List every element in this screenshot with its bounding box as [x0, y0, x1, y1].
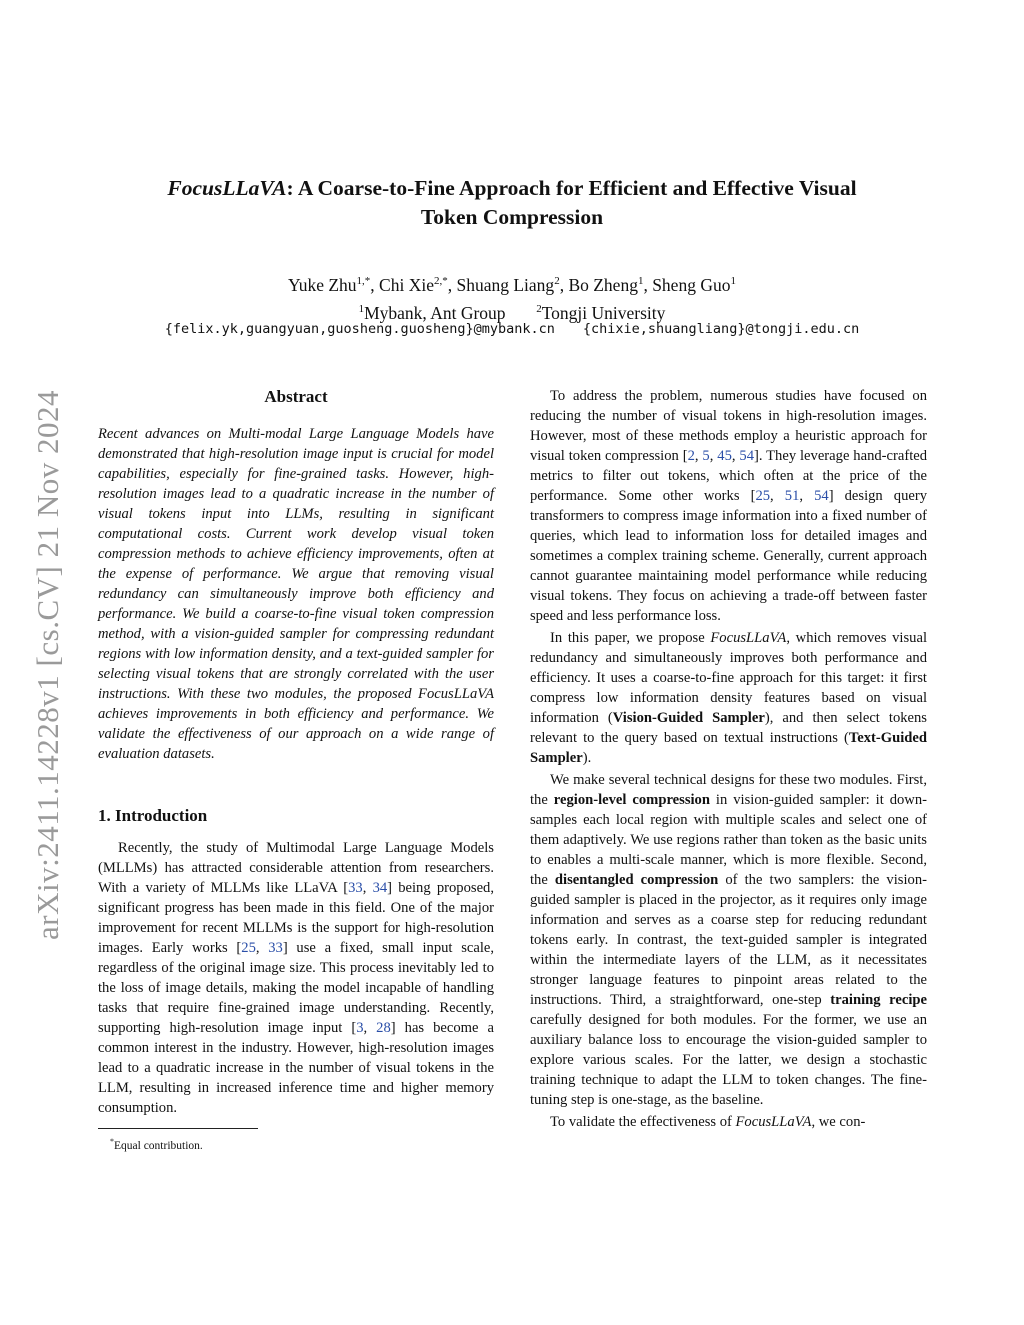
- author-name: Sheng Guo: [652, 274, 731, 295]
- citation-link[interactable]: 54: [739, 448, 754, 464]
- citation-link[interactable]: 3: [356, 1020, 364, 1036]
- footnote-mark: *: [110, 1137, 114, 1146]
- right-paragraph-1: To address the problem, numerous studies have focused on reducing the number of visual tokens in high-resolution images. However, most of these methods employ a heuristic approach for visual token compression [2, 5, 45, 54]. They leverage hand-crafted metrics to filter out tokens, which often at the price of the performance. Some other works [25, 51, 54] design query transformers to compress image information into a fixed number of queries, which lead to information loss for detailed images and sometimes a complex training scheme. Generally, current approach cannot guarantee maintaining model performance while reducing visual tokens. They focus on achieving a trade-off between faster speed and less performance loss.: [530, 388, 928, 624]
- title-line2: Token Compression: [420, 205, 604, 229]
- citation-link[interactable]: 54: [814, 488, 829, 504]
- affiliation-1: Mybank, Ant Group: [364, 302, 506, 323]
- citation-link[interactable]: 33: [348, 880, 363, 896]
- author-affiliation-mark: 2,*: [433, 275, 448, 287]
- section-heading-introduction: 1. Introduction: [98, 806, 208, 825]
- title-model-name: FocusLLaVA: [167, 176, 287, 200]
- affiliation-2: Tongji University: [541, 302, 666, 323]
- citation-link[interactable]: 51: [784, 488, 800, 504]
- right-column: [530, 386, 927, 1132]
- author-name: Chi Xie: [379, 274, 434, 295]
- email-tongji: {chixie,shuangliang}@tongji.edu.cn: [582, 321, 860, 337]
- paper-title: [100, 174, 924, 232]
- author-affiliation-mark: 1,*: [356, 275, 371, 287]
- citation-link[interactable]: 28: [376, 1020, 391, 1036]
- email-line: [100, 321, 924, 337]
- arxiv-identifier-stamp: arXiv:2411.14228v1 [cs.CV] 21 Nov 2024: [30, 390, 65, 940]
- affiliation-mark: 1: [358, 302, 365, 315]
- author-name: Shuang Liang: [456, 274, 555, 295]
- author-affiliation-mark: 1: [637, 275, 644, 287]
- footnote-rule: [98, 1128, 258, 1129]
- author-name: Yuke Zhu: [288, 274, 357, 295]
- abstract-text: Recent advances on Multi-modal Large Language Models have demonstrated that high-resolution image input is crucial for model capabilities, especially for fine-grained tasks. However, high-resolution images lead to a quadratic increase in the number of visual tokens input into LLMs, resulting in significant computational costs. Current work develop visual token compression methods to achieve efficiency improvements, often at the expense of performance. We argue that removing visual redundancy can simultaneously improve both efficiency and performance. We build a coarse-to-fine visual token compression method, with a vision-guided sampler for compressing redundant regions with low information density, and a text-guided sampler for selecting visual tokens that are strongly correlated with the user instructions. With these two modules, the proposed FocusLLaVA achieves improvements in both efficiency and performance. We validate the effectiveness of our approach on a wide range of evaluation datasets.: [98, 426, 494, 762]
- left-column: [98, 386, 494, 1153]
- author-name: Bo Zheng: [568, 274, 638, 295]
- citation-link[interactable]: 45: [717, 448, 732, 464]
- right-paragraph-2: In this paper, we propose FocusLLaVA, which removes visual redundancy and simultaneously improves both performance and efficiency. It uses a coarse-to-fine approach for this target: it first compress low information density features based on visual information (Vision-Guided Sampler), and then select tokens relevant to the query based on textual instructions (Text-Guided Sampler).: [530, 630, 927, 766]
- citation-link[interactable]: 34: [372, 880, 388, 896]
- author-affiliation-mark: 2: [554, 275, 560, 287]
- citation-link[interactable]: 25: [241, 940, 256, 956]
- author-affiliation-mark: 1: [730, 275, 736, 287]
- citation-link[interactable]: 2: [687, 448, 695, 464]
- email-mybank: {felix.yk,guangyuan,guosheng.guosheng}@mybank.cn: [164, 321, 555, 337]
- footnote: [110, 1135, 494, 1153]
- citation-link[interactable]: 5: [702, 448, 710, 464]
- citation-link[interactable]: 25: [755, 488, 771, 504]
- title-line1: : A Coarse-to-Fine Approach for Efficient and Effective Visual: [286, 176, 857, 200]
- right-paragraph-4: To validate the effectiveness of FocusLLaVA, we con-: [550, 1114, 866, 1130]
- citation-link[interactable]: 33: [268, 940, 283, 956]
- author-block: Yuke Zhu$^{1,*}$, Chi Xie$^{2,*}$, Shuang Liang$^2$, Bo Zheng$^1$, Sheng Guo$^1$ $^1$Mybank, Ant Group $^2$Tongji University: [288, 274, 736, 323]
- abstract-heading: Abstract: [264, 387, 328, 406]
- intro-paragraph-1: Recently, the study of Multimodal Large Language Models (MLLMs) has attracted considerable attention from researchers. With a variety of MLLMs like LLaVA [33, 34] being proposed, significant progress has been made in this field. One of the major improvement for recent MLLMs is the support for high-resolution images. Early works [25, 33] use a fixed, small input scale, regardless of the original image size. This process inevitably led to the loss of image details, making the model incapable of handling tasks that require fine-grained image understanding. Recently, supporting high-resolution image input [3, 28] has become a common interest in the industry. However, high-resolution images lead to a quadratic increase in the number of visual tokens in the LLM, resulting in increased inference time and higher memory consumption.: [98, 840, 495, 1116]
- affiliation-mark: 2: [536, 302, 542, 315]
- right-paragraph-3: We make several technical designs for these two modules. First, the region-level compression in vision-guided sampler: it down-samples each local region with multiple scales and select one of them adaptively. We use regions rather than token as the basic units to enables a multi-scale manner, which is more flexible. Second, the disentangled compression of the two samplers: the vision-guided sampler is placed in the projector, as it requires only image information and serves as a coarse step for reducing redundant tokens early. In contrast, the text-guided sampler is integrated within the intermediate layers of the LLM, as it necessitates stronger language features to pinpoint areas related to the instructions. Third, a straightforward, one-step training recipe carefully designed for both modules. For the former, we use an auxiliary balance loss to encourage the vision-guided sampler to explore various scales. For the latter, we design a stochastic training technique to adapt the LLM to token changes. The fine-tuning step is one-stage, as the baseline.: [530, 772, 927, 1108]
- footnote-text: Equal contribution.: [114, 1139, 203, 1152]
